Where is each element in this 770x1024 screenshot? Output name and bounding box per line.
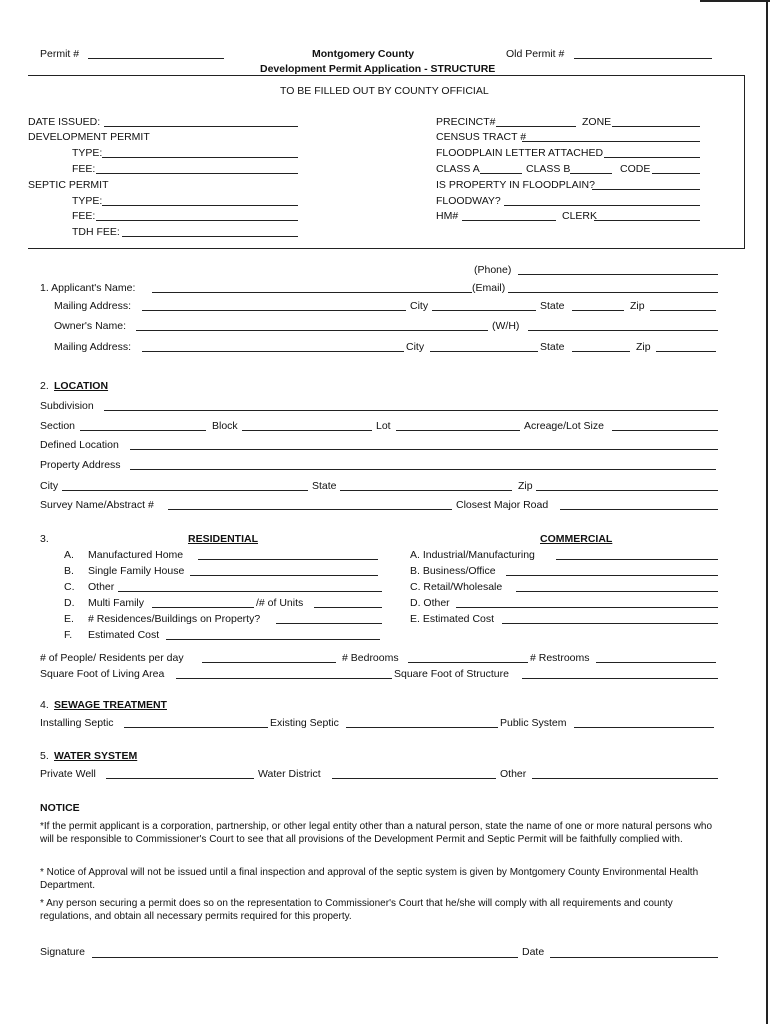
single-family-field[interactable] [190,575,378,576]
bedrooms-field[interactable] [408,662,528,663]
notice-paragraph-1: *If the permit applicant is a corporation, partnership, or other legal entity other than a natural person, state the name of one or more natural persons who will be responsible to Commissioner's Court to see that all provisions of the Development Permit and Septic Permit will be faithfully complied with. [40,821,713,845]
res-letter: E. [64,613,74,625]
location-state-field[interactable] [340,490,512,491]
dev-type-label: TYPE: [72,147,103,159]
com-estimated-cost-field[interactable] [502,623,718,624]
class-b-field[interactable] [570,173,612,174]
defined-location-label: Defined Location [40,439,119,451]
septic-type-label: TYPE: [72,195,103,207]
property-address-label: Property Address [40,459,121,471]
multi-family-field[interactable] [152,607,254,608]
sq-living-label: Square Foot of Living Area [40,668,165,680]
state-2-field[interactable] [572,351,630,352]
com-label: E. Estimated Cost [410,613,495,625]
zone-label: ZONE [582,116,612,128]
lot-label: Lot [376,420,391,432]
zip-2-field[interactable] [656,351,716,352]
sewage-number: 4. [40,699,49,711]
res-label: Manufactured Home [88,549,184,561]
county-name: Montgomery County [312,48,415,60]
date-issued-label: DATE ISSUED: [28,116,101,128]
dev-type-field[interactable] [102,157,298,158]
res-letter: F. [64,629,73,641]
subdivision-field[interactable] [104,410,718,411]
location-state-label: State [312,480,337,492]
dev-fee-field[interactable] [96,173,298,174]
date-issued-field[interactable] [104,126,298,127]
old-permit-field[interactable] [574,58,712,59]
hm-label: HM# [436,210,459,222]
business-field[interactable] [506,575,718,576]
permit-number-label: Permit # [40,48,80,60]
phone-field[interactable] [518,274,718,275]
septic-fee-field[interactable] [96,220,298,221]
res-label: # Residences/Buildings on Property? [88,613,261,625]
state-2-label: State [540,341,565,353]
class-a-label: CLASS A [436,163,480,175]
public-system-field[interactable] [574,727,714,728]
city-2-field[interactable] [430,351,538,352]
census-tract-label: CENSUS TRACT # [436,131,527,143]
res-other-field[interactable] [118,591,382,592]
public-system-label: Public System [500,717,567,729]
residential-heading: RESIDENTIAL [188,533,259,545]
use-number: 3. [40,533,49,545]
people-label: # of People/ Residents per day [40,652,184,664]
res-letter: D. [64,597,75,609]
old-permit-label: Old Permit # [506,48,565,60]
mailing-address-field[interactable] [142,310,406,311]
location-zip-label: Zip [518,480,533,492]
official-use-box [28,75,745,249]
sq-structure-label: Square Foot of Structure [394,668,509,680]
phone-label: (Phone) [474,264,512,276]
location-city-label: City [40,480,59,492]
sq-structure-field[interactable] [522,678,718,679]
tdh-fee-field[interactable] [122,236,298,237]
clerk-field[interactable] [594,220,700,221]
official-heading: TO BE FILLED OUT BY COUNTY OFFICIAL [280,85,489,97]
wh-field[interactable] [528,330,718,331]
water-heading: WATER SYSTEM [54,750,138,762]
state-label: State [540,300,565,312]
in-floodplain-field[interactable] [592,189,700,190]
date-label: Date [522,946,545,958]
city-label: City [410,300,429,312]
subdivision-label: Subdivision [40,400,94,412]
res-letter: A. [64,549,74,561]
restrooms-label: # Restrooms [530,652,590,664]
bedrooms-label: # Bedrooms [342,652,399,664]
com-other-field[interactable] [456,607,718,608]
zip-field[interactable] [650,310,716,311]
installing-septic-field[interactable] [124,727,268,728]
survey-label: Survey Name/Abstract # [40,499,154,511]
defined-location-field[interactable] [130,449,718,450]
census-tract-field[interactable] [522,141,700,142]
applicant-name-label: 1. Applicant's Name: [40,282,136,294]
units-field[interactable] [314,607,382,608]
res-label: Single Family House [88,565,185,577]
res-letter: B. [64,565,74,577]
notice-paragraph-2: * Notice of Approval will not be issued until a final inspection and approval of the septic system is given by Montgomery County Environmental Health Department. [40,867,699,891]
floodplain-letter-field[interactable] [604,157,700,158]
acreage-field[interactable] [612,430,718,431]
notice-heading: NOTICE [40,802,80,814]
location-number: 2. [40,380,49,392]
res-letter: C. [64,581,75,593]
industrial-field[interactable] [556,559,718,560]
tdh-fee-label: TDH FEE: [72,226,120,238]
floodplain-letter-label: FLOODPLAIN LETTER ATTACHED [436,147,604,159]
private-well-field[interactable] [106,778,254,779]
hm-field[interactable] [462,220,556,221]
installing-septic-label: Installing Septic [40,717,114,729]
zip-label: Zip [630,300,645,312]
floodway-label: FLOODWAY? [436,195,501,207]
dev-fee-label: FEE: [72,163,96,175]
com-label: C. Retail/Wholesale [410,581,503,593]
notice-paragraph-3: * Any person securing a permit does so on the representation to Commissioner's Court that he/she will comply with all requirements and county regulations, and obtain all necessary permits required for this property. [40,898,673,922]
lot-field[interactable] [396,430,520,431]
class-a-field[interactable] [480,173,522,174]
res-label: Estimated Cost [88,629,160,641]
mailing-address-2-field[interactable] [142,351,404,352]
acreage-label: Acreage/Lot Size [524,420,604,432]
existing-septic-field[interactable] [346,727,498,728]
water-other-label: Other [500,768,527,780]
people-field[interactable] [202,662,336,663]
water-district-label: Water District [258,768,321,780]
com-label: B. Business/Office [410,565,496,577]
code-field[interactable] [652,173,700,174]
units-label: /# of Units [256,597,304,609]
com-label: A. Industrial/Manufacturing [410,549,535,561]
email-label: (Email) [472,282,506,294]
commercial-heading: COMMERCIAL [540,533,613,545]
clerk-label: CLERK [562,210,598,222]
sewage-heading: SEWAGE TREATMENT [54,699,167,711]
location-heading: LOCATION [54,380,109,392]
res-estimated-cost-field[interactable] [166,639,380,640]
closest-road-field[interactable] [560,509,718,510]
wh-label: (W/H) [492,320,520,332]
manufactured-home-field[interactable] [198,559,378,560]
page-edge-top-right [700,0,770,2]
page-edge-right [766,0,768,1024]
residences-field[interactable] [276,623,382,624]
email-field[interactable] [508,292,718,293]
water-number: 5. [40,750,49,762]
in-floodplain-label: IS PROPERTY IN FLOODPLAIN? [436,179,595,191]
sq-living-field[interactable] [176,678,392,679]
code-label: CODE [620,163,651,175]
signature-label: Signature [40,946,85,958]
applicant-name-field[interactable] [152,292,472,293]
septic-permit-label: SEPTIC PERMIT [28,179,109,191]
mailing-address-2-label: Mailing Address: [54,341,132,353]
section-field[interactable] [80,430,206,431]
com-label: D. Other [410,597,450,609]
zip-2-label: Zip [636,341,651,353]
precinct-label: PRECINCT# [436,116,496,128]
document-title: Development Permit Application - STRUCTURE [260,63,496,75]
property-address-field[interactable] [130,469,716,470]
restrooms-field[interactable] [596,662,716,663]
closest-road-label: Closest Major Road [456,499,549,511]
res-label: Other [88,581,115,593]
retail-field[interactable] [516,591,718,592]
signature-field[interactable] [92,957,518,958]
block-label: Block [212,420,238,432]
permit-number-field[interactable] [88,58,224,59]
owner-name-field[interactable] [136,330,488,331]
existing-septic-label: Existing Septic [270,717,339,729]
private-well-label: Private Well [40,768,96,780]
survey-field[interactable] [168,509,452,510]
septic-fee-label: FEE: [72,210,96,222]
res-label: Multi Family [88,597,145,609]
section-label: Section [40,420,76,432]
class-b-label: CLASS B [526,163,571,175]
city-2-label: City [406,341,425,353]
location-zip-field[interactable] [536,490,718,491]
state-field[interactable] [572,310,624,311]
mailing-address-label: Mailing Address: [54,300,132,312]
septic-type-field[interactable] [102,205,298,206]
city-field[interactable] [432,310,536,311]
owner-name-label: Owner's Name: [54,320,127,332]
water-other-field[interactable] [532,778,718,779]
block-field[interactable] [242,430,372,431]
floodway-field[interactable] [504,205,700,206]
precinct-field[interactable] [496,126,576,127]
location-city-field[interactable] [62,490,308,491]
water-district-field[interactable] [332,778,496,779]
date-field[interactable] [550,957,718,958]
zone-field[interactable] [612,126,700,127]
development-permit-label: DEVELOPMENT PERMIT [28,131,150,143]
